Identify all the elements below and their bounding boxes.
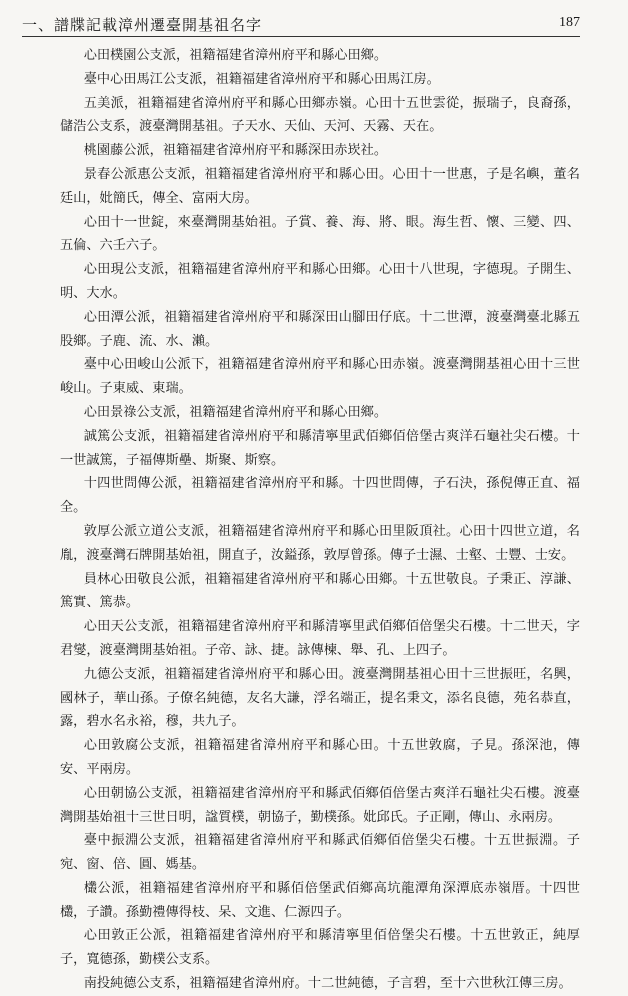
header-rule — [22, 36, 580, 37]
paragraph: 心田十一世錠，來臺灣開基始祖。子賞、養、海、將、眼。海生哲、懷、三變、四、五倫、六壬六子。 — [60, 214, 580, 254]
paragraph: 心田潭公派，祖籍福建省漳州府平和縣深田山腳田仔底。十二世潭，渡臺灣臺北縣五股鄉。子鹿、流、水、瀨。 — [60, 309, 580, 349]
paragraph: 臺中心田峻山公派下，祖籍福建省漳州府平和縣心田赤嶺。渡臺灣開基祖心田十三世峻山。子東威、東瑞。 — [60, 357, 580, 397]
paragraph: 員林心田敬良公派，祖籍福建省漳州府平和縣心田鄉。十五世敬良。子秉正、淳謙、篤實、篤恭。 — [60, 571, 580, 611]
paragraph: 臺中心田馬江公支派，祖籍福建省漳州府平和縣心田馬江房。 — [83, 71, 440, 87]
page-number: 187 — [559, 15, 580, 30]
document-body — [60, 44, 580, 996]
paragraph: 心田景祿公支派，祖籍福建省漳州府平和縣心田鄉。 — [83, 404, 388, 420]
paragraph: 心田現公支派，祖籍福建省漳州府平和縣心田鄉。心田十八世現，字德現。子開生、明、大水。 — [60, 262, 580, 301]
running-header — [22, 14, 580, 38]
paragraph: 臺中振淵公支派，祖籍福建省漳州府平和縣武佰鄉佰倍堡尖石樓。十五世振淵。子宛、窗、倍、圓、媽基。 — [60, 833, 580, 873]
paragraph: 桃園藤公派，祖籍福建省漳州府平和縣深田赤崁社。 — [83, 143, 388, 159]
paragraph: 五美派，祖籍福建省漳州府平和縣心田鄉赤嶺。心田十五世雲從，振瑞子，良裔孫，儲浩公支系，渡臺灣開基祖。子天水、天仙、天河、天霧、天在。 — [60, 95, 580, 135]
paragraph: 心田樸園公支派，祖籍福建省漳州府平和縣心田鄉。 — [83, 48, 388, 63]
chapter-title: 一、譜牒記載漳州遷臺開基祖名字 — [22, 16, 263, 34]
paragraph: 景春公派惠公支派，祖籍福建省漳州府平和縣心田。心田十一世惠，子是名嶼，董名廷山，妣簡氏，傳全、富兩大房。 — [60, 166, 580, 206]
paragraph: 誠篤公支派，祖籍福建省漳州府平和縣清寧里武佰鄉佰倍堡古爽洋石龜社尖石樓。十一世誠篤，子福傳斯壘、斯聚、斯察。 — [60, 428, 580, 468]
paragraph: 心田朝協公支派，祖籍福建省漳州府平和縣武佰鄉佰倍堡古爽洋石龜社尖石樓。渡臺灣開基始祖十三世日明，諡質樸，朝協子，勤樸孫。妣邱氏。子正剛，傳山、永兩房。 — [60, 785, 580, 825]
paragraph: 欉公派，祖籍福建省漳州府平和縣佰倍堡武佰鄉高坑龍潭角深潭底赤嶺厝。十四世欉，子讚。孫勤禮傳得枝、呆、文進、仁源四子。 — [60, 880, 580, 920]
paragraph: 心田敦腐公支派，祖籍福建省漳州府平和縣心田。十五世敦腐，子見。孫深池，傳安、平兩房。 — [60, 738, 580, 777]
paragraph: 九德公支派，祖籍福建省漳州府平和縣心田。渡臺灣開基祖心田十三世振旺，名興，國林子，華山孫。子僚名純德，友名大謙，浮名端正，提名秉文，添名良德，苑名恭直，露，碧水名永裕，穆，共九子。 — [60, 666, 580, 730]
paragraph: 南投純德公支系，祖籍福建省漳州府。十二世純德，子言碧，至十六世秋江傳三房。 — [83, 976, 572, 992]
paragraph: 心田天公支派，祖籍福建省漳州府平和縣清寧里武佰鄉佰倍堡尖石樓。十二世天，字君燮，渡臺灣開基始祖。子帝、詠、捷。詠傳楝、舉、孔、上四子。 — [60, 619, 580, 658]
paragraph: 心田敦正公派，祖籍福建省漳州府平和縣清寧里佰倍堡尖石樓。十五世敦正，純厚子，寬德孫，勤樸公支系。 — [60, 928, 580, 968]
paragraph: 十四世問傳公派，祖籍福建省漳州府平和縣。十四世問傳，子石決，孫倪傳正直、福全。 — [60, 476, 580, 516]
paragraph: 敦厚公派立道公支派，祖籍福建省漳州府平和縣心田里阪頂社。心田十四世立道，名胤，渡臺灣石牌開基始祖，開直子，汝鎰孫，敦厚曾孫。傳子士濕、士壑、士豐、士安。 — [60, 523, 580, 563]
